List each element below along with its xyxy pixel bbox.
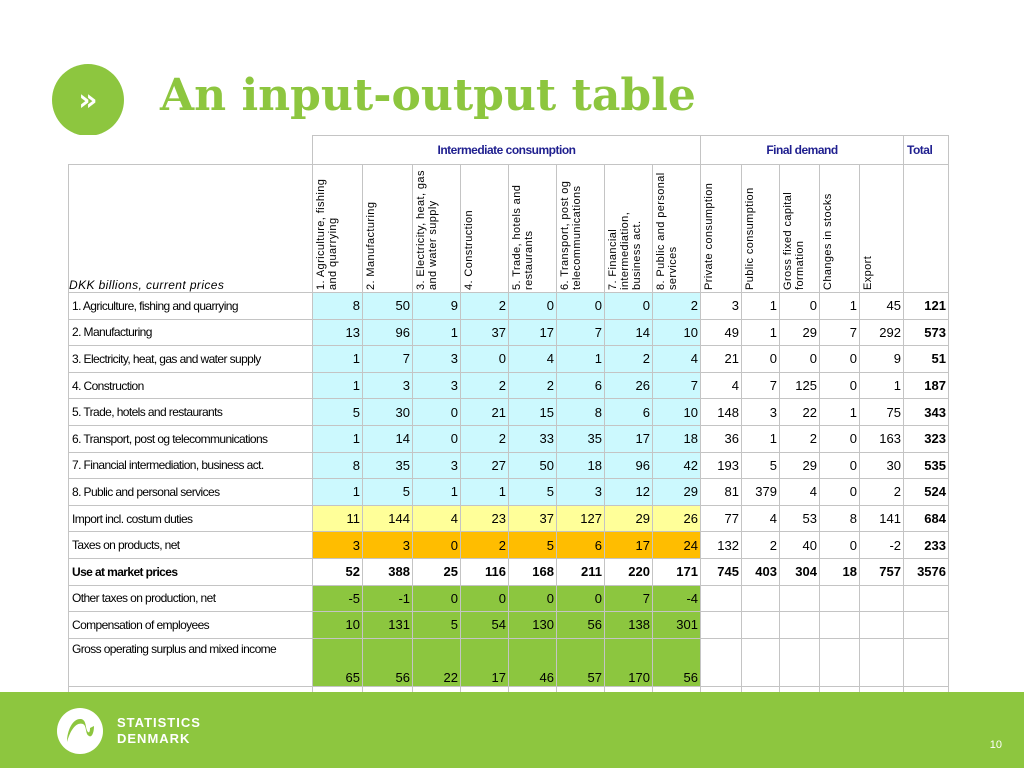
cell: 96 [363,319,413,346]
cell: 42 [653,452,701,479]
cell: 29 [780,319,820,346]
statistics-denmark-logo-icon [57,708,103,754]
cell: 0 [820,479,860,506]
cell: 524 [904,479,949,506]
cell: 21 [461,399,509,426]
cell: 7 [363,346,413,373]
cell: 0 [820,346,860,373]
cell: 1 [860,372,904,399]
table-row [69,479,949,506]
cell: 1 [742,319,780,346]
cell: 6 [557,372,605,399]
cell: 0 [557,585,605,612]
cell: 7 [653,372,701,399]
cell: 52 [313,558,363,585]
cell: 7 [605,585,653,612]
cell: 141 [860,505,904,532]
cell [701,638,742,686]
cell: 3 [413,346,461,373]
cell: 170 [605,638,653,686]
cell: 0 [461,346,509,373]
table-row [69,372,949,399]
cell: 125 [780,372,820,399]
row-label: 4. Construction [69,372,313,399]
cell: 757 [860,558,904,585]
cell: 50 [509,452,557,479]
cell: 37 [461,319,509,346]
cell [701,612,742,639]
cell: 3 [413,372,461,399]
cell: 0 [413,532,461,559]
cell: 75 [860,399,904,426]
cell: 2 [742,532,780,559]
cell: 0 [413,425,461,452]
cell: 301 [653,612,701,639]
cell: 5 [509,479,557,506]
cell: 29 [653,479,701,506]
cell: 2 [461,425,509,452]
cell: 684 [904,505,949,532]
cell [780,585,820,612]
cell: 2 [653,293,701,320]
cell: 1 [820,293,860,320]
cell: 168 [509,558,557,585]
cell: 7 [557,319,605,346]
cell: 57 [557,638,605,686]
unit-label: DKK billions, current prices [69,165,313,293]
cell: 4 [413,505,461,532]
column-header: 3. Electricity, heat, gas and water supply [413,165,461,293]
cell: 1 [557,346,605,373]
cell: 0 [820,425,860,452]
cell: 35 [363,452,413,479]
cell: 30 [363,399,413,426]
cell: 65 [313,638,363,686]
cell [820,638,860,686]
cell: 0 [413,585,461,612]
cell: -5 [313,585,363,612]
cell [780,638,820,686]
page-number: 10 [989,739,1002,751]
row-label: 7. Financial intermediation, business act. [69,452,313,479]
cell [904,585,949,612]
cell [742,612,780,639]
cell: 11 [313,505,363,532]
cell: 4 [509,346,557,373]
cell: 3 [413,452,461,479]
cell: 121 [904,293,949,320]
column-header: Public consumption [742,165,780,293]
cell: 8 [557,399,605,426]
cell [820,612,860,639]
row-label: Compensation of employees [69,612,313,639]
final-demand-header: Final demand [701,136,904,165]
cell: 26 [653,505,701,532]
cell: 304 [780,558,820,585]
cell: 163 [860,425,904,452]
cell: 573 [904,319,949,346]
cell: 35 [557,425,605,452]
cell: 211 [557,558,605,585]
cell: 7 [742,372,780,399]
table-row [69,346,949,373]
cell: 56 [653,638,701,686]
cell: 127 [557,505,605,532]
cell: 220 [605,558,653,585]
cell: 0 [413,399,461,426]
cell: 33 [509,425,557,452]
cell: 18 [653,425,701,452]
cell: 1 [313,425,363,452]
cell: 46 [509,638,557,686]
column-header: 5. Trade, hotels and restaurants [509,165,557,293]
table-row [69,638,949,686]
cell [904,638,949,686]
cell: 29 [605,505,653,532]
cell: 27 [461,452,509,479]
cell [860,585,904,612]
cell: 0 [780,346,820,373]
cell: 2 [860,479,904,506]
column-header: Export [860,165,904,293]
cell: 2 [509,372,557,399]
cell: 132 [701,532,742,559]
cell: 10 [313,612,363,639]
cell: 1 [313,346,363,373]
cell: 4 [742,505,780,532]
cell: 187 [904,372,949,399]
cell: 193 [701,452,742,479]
cell: 56 [363,638,413,686]
cell: 4 [653,346,701,373]
cell: 0 [820,372,860,399]
cell: 56 [557,612,605,639]
cell: 4 [780,479,820,506]
cell: 2 [605,346,653,373]
row-label: 3. Electricity, heat, gas and water supply [69,346,313,373]
cell: 3 [363,372,413,399]
cell: 2 [461,532,509,559]
brand-name [117,715,201,747]
table-row [69,399,949,426]
cell: 148 [701,399,742,426]
table-row [69,532,949,559]
cell: 10 [653,319,701,346]
cell: 53 [780,505,820,532]
cell: -4 [653,585,701,612]
cell: 233 [904,532,949,559]
cell: 7 [820,319,860,346]
cell: 81 [701,479,742,506]
cell: 3 [701,293,742,320]
cell: 0 [557,293,605,320]
row-label: 5. Trade, hotels and restaurants [69,399,313,426]
cell: 9 [860,346,904,373]
cell: 24 [653,532,701,559]
cell: 0 [780,293,820,320]
cell [701,585,742,612]
column-header: 1. Agriculture, fishing and quarrying [313,165,363,293]
table-row [69,612,949,639]
cell [742,585,780,612]
table-row [69,505,949,532]
cell: 23 [461,505,509,532]
cell: 343 [904,399,949,426]
cell: 8 [820,505,860,532]
cell: 3 [363,532,413,559]
cell: 9 [413,293,461,320]
cell: 14 [363,425,413,452]
cell: 18 [557,452,605,479]
cell: 0 [509,585,557,612]
row-label: 2. Manufacturing [69,319,313,346]
row-label: Use at market prices [69,558,313,585]
cell: -2 [860,532,904,559]
cell [904,612,949,639]
cell: 5 [363,479,413,506]
cell: 138 [605,612,653,639]
column-header: Private consumption [701,165,742,293]
cell [860,612,904,639]
cell: 535 [904,452,949,479]
cell: 292 [860,319,904,346]
cell: 130 [509,612,557,639]
cell: 0 [742,346,780,373]
cell: 2 [461,293,509,320]
page-title: An input-output table [160,70,696,121]
cell: 388 [363,558,413,585]
cell: 5 [413,612,461,639]
cell [860,638,904,686]
cell [742,638,780,686]
column-header: 7. Financial intermediation, business act. [605,165,653,293]
row-label: Other taxes on production, net [69,585,313,612]
cell: 1 [413,319,461,346]
cell: 3576 [904,558,949,585]
cell: 10 [653,399,701,426]
cell: 17 [605,425,653,452]
cell: 1 [742,293,780,320]
cell: 17 [605,532,653,559]
cell: 40 [780,532,820,559]
row-label: Gross operating surplus and mixed income [69,638,313,686]
cell: 144 [363,505,413,532]
cell: 6 [557,532,605,559]
cell: 21 [701,346,742,373]
cell: 745 [701,558,742,585]
cell: 8 [313,293,363,320]
column-header: 4. Construction [461,165,509,293]
cell: 12 [605,479,653,506]
row-label: 1. Agriculture, fishing and quarrying [69,293,313,320]
cell: 49 [701,319,742,346]
column-header: 2. Manufacturing [363,165,413,293]
table-row [69,425,949,452]
cell: 1 [313,479,363,506]
cell: 3 [742,399,780,426]
table-row [69,319,949,346]
table-row [69,558,949,585]
cell: 14 [605,319,653,346]
cell: 15 [509,399,557,426]
cell: 13 [313,319,363,346]
cell: 4 [701,372,742,399]
cell: 2 [461,372,509,399]
column-header: Gross fixed capital formation [780,165,820,293]
cell: 6 [605,399,653,426]
total-header: Total [904,136,949,165]
cell: 116 [461,558,509,585]
table-row [69,293,949,320]
row-label: 6. Transport, post og telecommunications [69,425,313,452]
cell: 26 [605,372,653,399]
cell: 22 [413,638,461,686]
cell: 323 [904,425,949,452]
cell: -1 [363,585,413,612]
cell: 403 [742,558,780,585]
cell: 5 [509,532,557,559]
cell: 3 [557,479,605,506]
cell: 1 [820,399,860,426]
cell: 0 [820,532,860,559]
cell [780,612,820,639]
cell: 30 [860,452,904,479]
cell: 1 [313,372,363,399]
brand-line-2: DENMARK [117,731,191,746]
cell: 25 [413,558,461,585]
column-header [904,165,949,293]
row-label: Taxes on products, net [69,532,313,559]
brand-line-1: STATISTICS [117,715,201,730]
cell: 29 [780,452,820,479]
cell: 379 [742,479,780,506]
cell: 51 [904,346,949,373]
cell: 0 [605,293,653,320]
cell: 0 [509,293,557,320]
cell: 5 [313,399,363,426]
cell: 1 [461,479,509,506]
cell [820,585,860,612]
cell: 0 [820,452,860,479]
cell: 18 [820,558,860,585]
cell: 171 [653,558,701,585]
column-header: 6. Transport, post og telecommunications [557,165,605,293]
chevron-logo-icon: » [52,64,124,136]
cell: 96 [605,452,653,479]
row-label: Import incl. costum duties [69,505,313,532]
cell: 36 [701,425,742,452]
cell: 45 [860,293,904,320]
cell: 3 [313,532,363,559]
column-header: Changes in stocks [820,165,860,293]
intermediate-consumption-header: Intermediate consumption [313,136,701,165]
table-row [69,452,949,479]
column-header: 8. Public and personal services [653,165,701,293]
cell: 5 [742,452,780,479]
cell: 17 [461,638,509,686]
cell: 2 [780,425,820,452]
cell: 1 [413,479,461,506]
cell: 8 [313,452,363,479]
cell: 17 [509,319,557,346]
cell: 77 [701,505,742,532]
cell: 131 [363,612,413,639]
io-table [68,135,949,713]
row-label: 8. Public and personal services [69,479,313,506]
cell: 37 [509,505,557,532]
table-row [69,585,949,612]
cell: 0 [461,585,509,612]
cell: 54 [461,612,509,639]
cell: 1 [742,425,780,452]
header-blank [69,136,313,165]
cell: 50 [363,293,413,320]
cell: 22 [780,399,820,426]
